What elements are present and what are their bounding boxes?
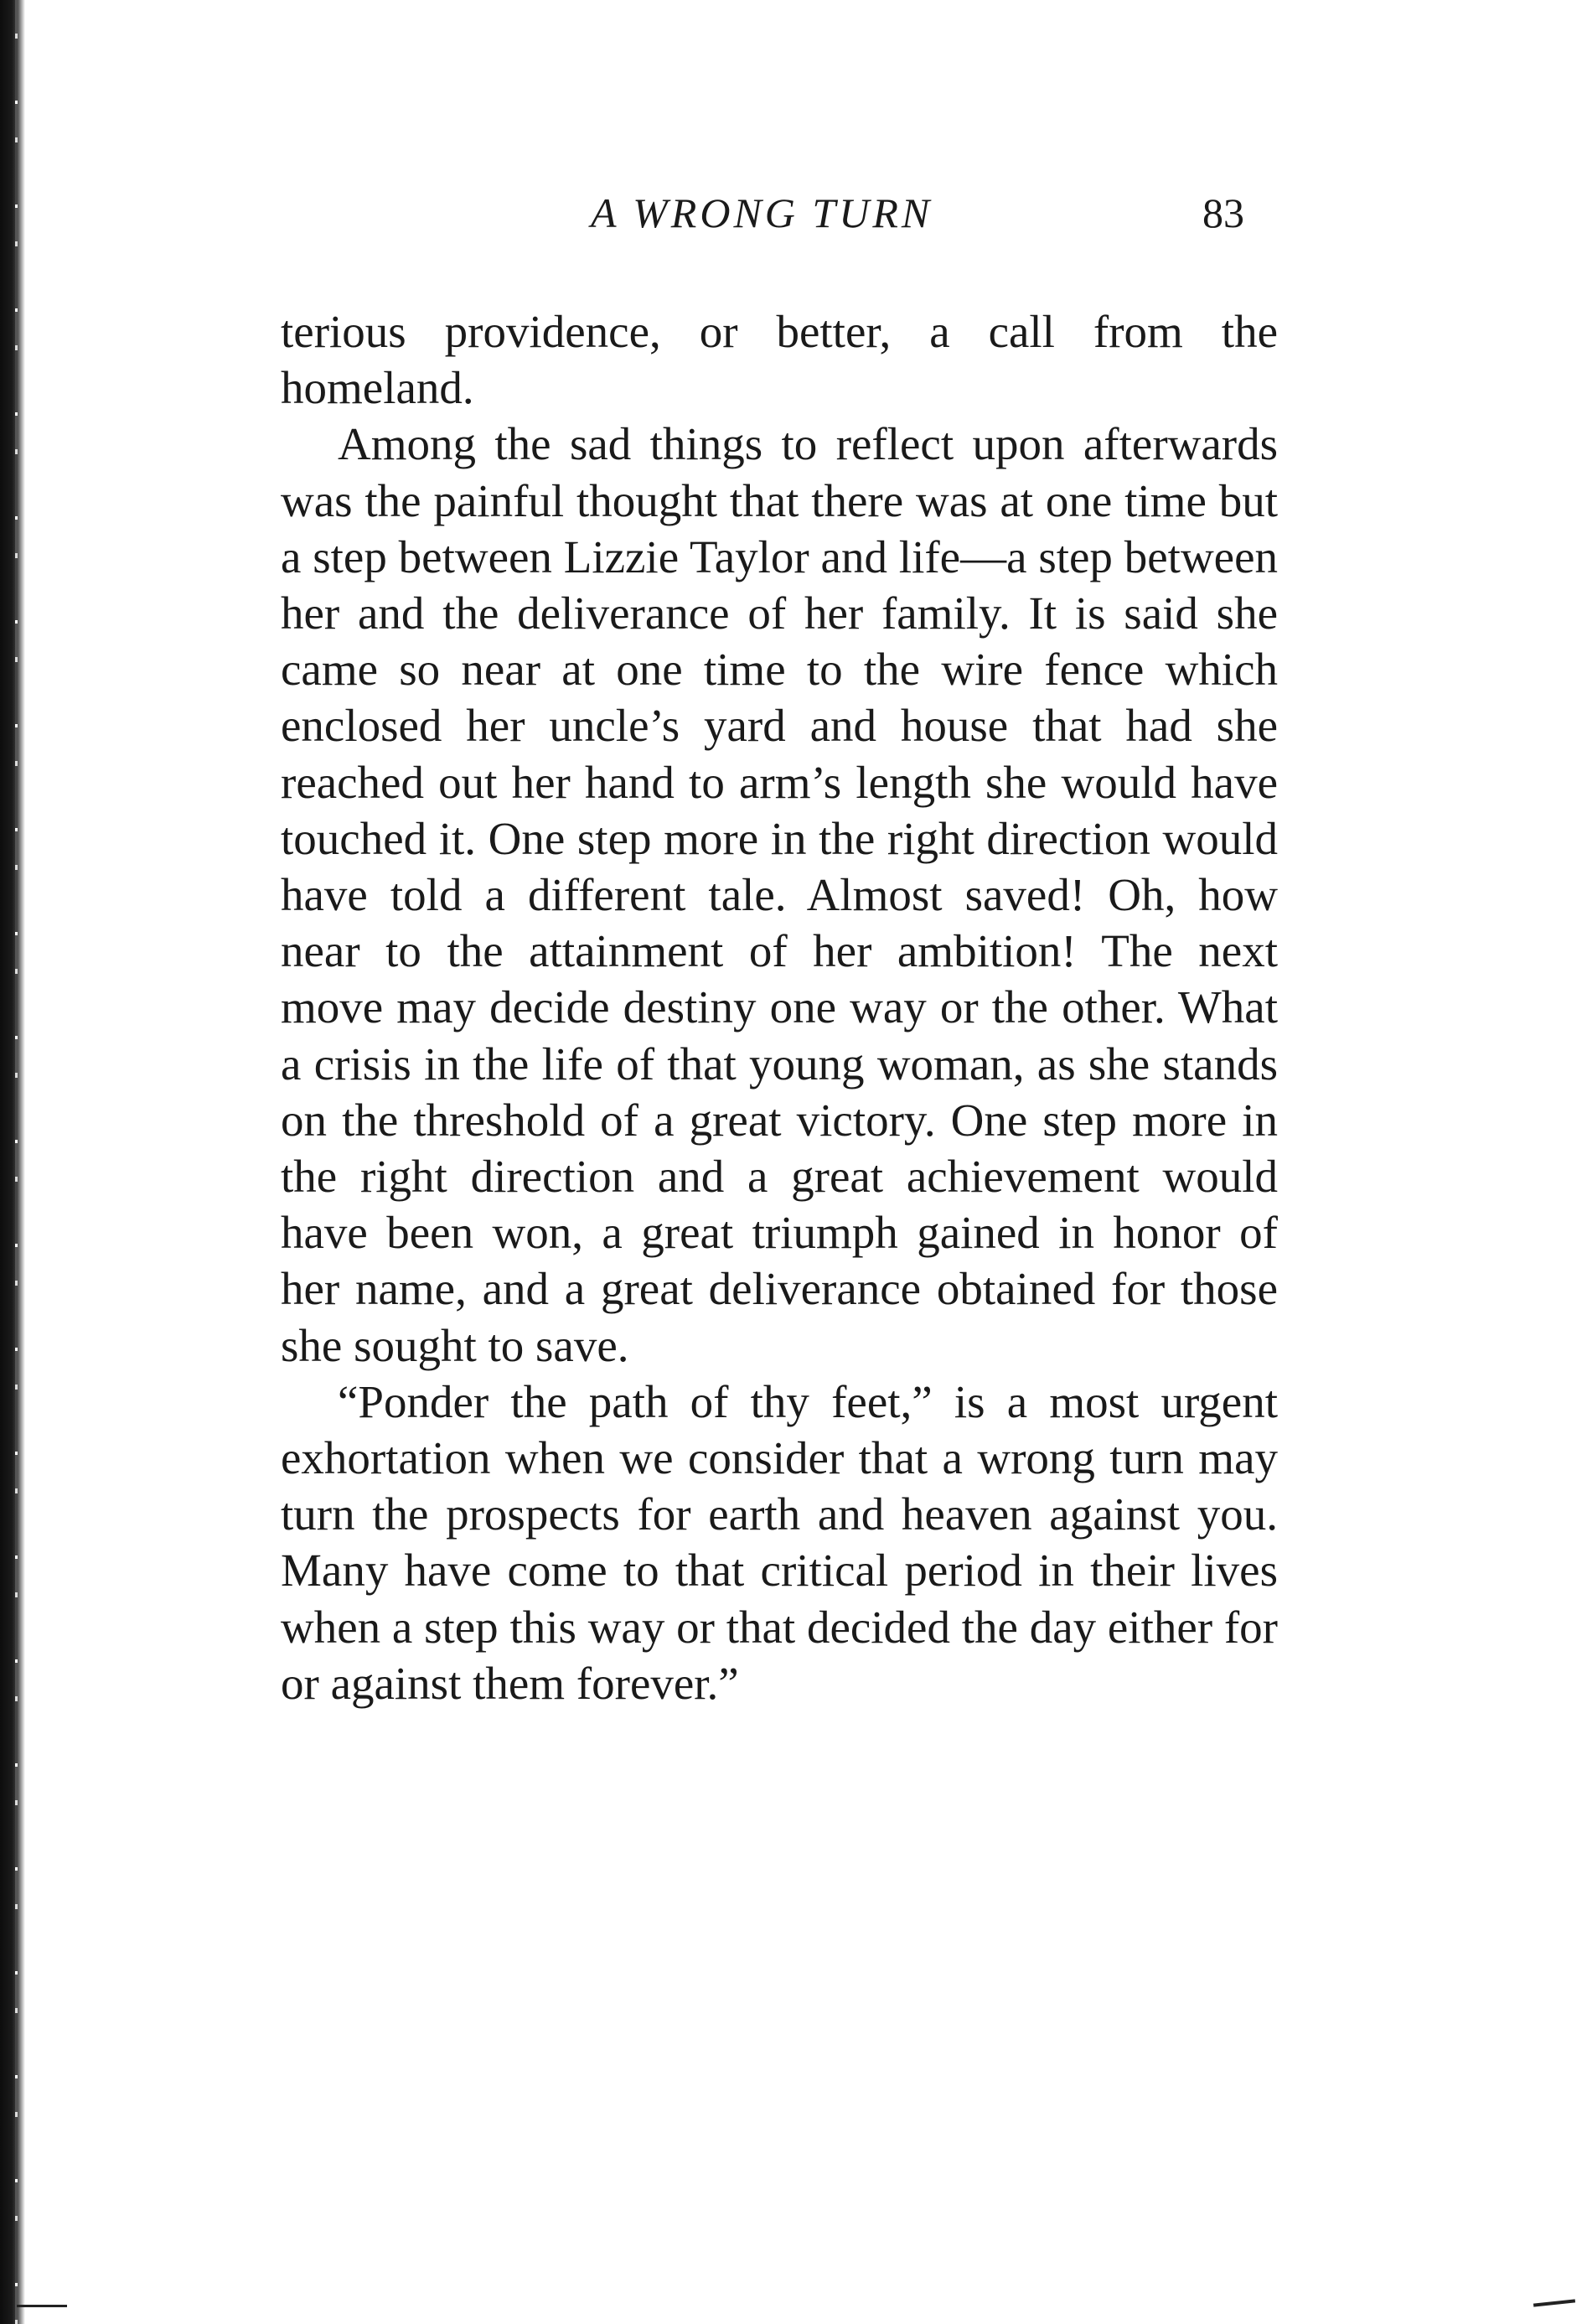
body-text — [281, 303, 1278, 1711]
page-binding-edge — [0, 0, 25, 2324]
page-number: 83 — [1202, 189, 1244, 236]
scan-mark — [17, 2305, 67, 2307]
running-title: A WRONG TURN — [591, 189, 933, 236]
paragraph: “Ponder the path of thy feet,” is a most urgent exhortation when we consider that a wrong turn may turn the prospects for earth and heaven against you. Many have come to that critical period in their lives when a step this way or that decided the day either for or against them forever.” — [281, 1375, 1278, 1709]
running-head — [281, 189, 1286, 247]
paragraph: Among the sad things to reflect upon afterwards was the painful thought that there was at one time but a step between Lizzie Taylor and life—a step between her and the deliverance of her family. It is said she came so near at one time to the wire fence which enclosed her uncle’s yard and house that had she reached out her hand to arm’s length she would have touched it. One step more in the right direction would have told a different tale. Almost saved! Oh, how near to the attainment of her ambition! The next move may decide destiny one way or the other. What a crisis in the life of that young woman, as she stands on the threshold of a great victory. One step more in the right direction and a great achievement would have been won, a great triumph gained in honor of her name, and a great deliverance obtained for those she sought to save. — [281, 418, 1278, 1371]
paragraph-continuation: terious providence, or better, a call from the homeland. — [281, 306, 1278, 414]
scan-mark — [1533, 2299, 1575, 2306]
